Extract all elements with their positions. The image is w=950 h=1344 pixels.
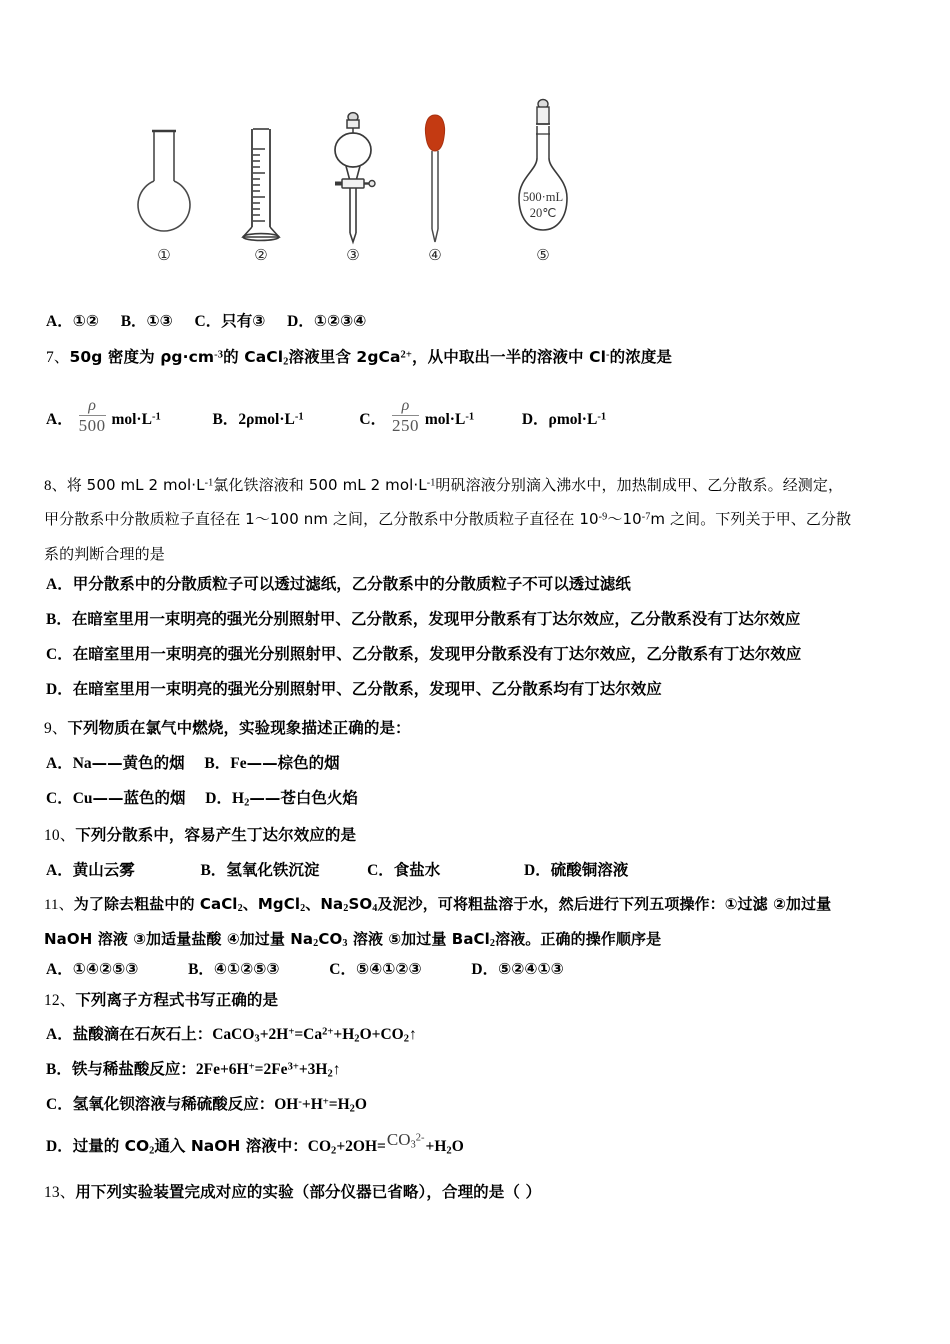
q9-option-d-mark: D． — [205, 790, 232, 807]
q9-options-row2 — [46, 786, 358, 808]
q8-stem-line3: 系的判断合理的是 — [44, 545, 165, 563]
q12-option-d-eqsub1: 2 — [331, 1145, 337, 1157]
q12-option-d-mark: D． — [46, 1137, 73, 1155]
q8-option-b-mark: B． — [46, 611, 72, 628]
q12-option-c-eq3: =H — [328, 1096, 350, 1113]
q7-option-d-text[interactable]: ρmol·L — [548, 411, 598, 429]
q11-option-c-text[interactable]: ⑤④①②③ — [356, 960, 422, 978]
q11-line1-sub1: 2 — [237, 903, 243, 915]
q11-line1-sub2: 2 — [300, 903, 306, 915]
q12-option-d-carbonate-formula — [387, 1130, 425, 1150]
graduated-cylinder-icon — [235, 123, 287, 251]
q12-option-d-label1: 过量的 CO — [72, 1136, 150, 1155]
apparatus-rubber-bulb-dropper — [410, 111, 460, 263]
q8-option-a-text: 甲分散系中的分散质粒子可以透过滤纸，乙分散系中的分散质粒子不可以透过滤纸 — [72, 575, 631, 593]
volumetric-flask-icon — [503, 98, 583, 250]
q11-line1-part5: 及泥沙，可将粗盐溶于水，然后进行下列五项操作：①过滤 ②加过量 — [377, 895, 832, 913]
q12-option-d-eq4: +H — [425, 1137, 447, 1155]
q9-option-a-mark: A． — [46, 755, 73, 772]
q12-option-a-sup2: 2+ — [322, 1026, 334, 1038]
separatory-funnel-icon — [322, 111, 384, 251]
q11-line2-part2: CO — [318, 930, 343, 948]
q9-option-c-mark: C． — [46, 790, 73, 807]
q12-option-c-label: 氢氧化钡溶液与稀硫酸反应： — [72, 1095, 275, 1113]
q7-option-a-denominator: 500 — [78, 416, 106, 435]
q12-option-a-eq5: O+CO — [359, 1026, 404, 1043]
round-bottom-flask-icon — [132, 123, 196, 251]
q8-option-d[interactable] — [46, 677, 662, 699]
q6-option-c-mark: C． — [194, 313, 222, 330]
q12-option-d-eq2: +2OH — [336, 1137, 378, 1155]
q8-line2-part1: 甲分散系中分散质粒子直径在 1～100 nm 之间，乙分散系中分散质粒子直径在 10 — [44, 510, 599, 528]
volumetric-flask-temp-text: 20℃ — [529, 206, 557, 220]
q7-option-b-text[interactable]: 2ρmol·L — [238, 411, 295, 429]
q10-option-d-text[interactable]: 硫酸铜溶液 — [550, 861, 629, 879]
q7-option-c-unit-sup: -1 — [465, 411, 475, 423]
q8-option-c[interactable] — [46, 642, 801, 664]
q7-stem-sup3: - — [606, 349, 610, 361]
q7-stem-part3: 溶液里含 2gCa — [288, 348, 401, 366]
q8-number: 8、 — [44, 478, 67, 494]
apparatus-label-2: ② — [254, 246, 268, 264]
q9-option-b-text[interactable]: ——棕色的烟 — [246, 754, 340, 772]
q7-option-d-mark: D． — [521, 411, 549, 429]
q12-option-d[interactable] — [46, 1130, 464, 1156]
q12-option-c-mark: C． — [46, 1096, 73, 1113]
apparatus-label-1: ① — [157, 246, 171, 264]
q12-option-c-sup1: - — [298, 1096, 302, 1108]
q12-option-b-label: 铁与稀盐酸反应： — [71, 1060, 196, 1078]
q8-option-c-mark: C． — [46, 646, 73, 663]
q8-line2-part2: ～10 — [607, 510, 642, 528]
q8-option-a[interactable] — [46, 572, 631, 594]
q6-option-a-text[interactable]: ①② — [72, 312, 99, 330]
q7-stem-sup2: 2+ — [400, 349, 413, 361]
q9-option-c-symbol: Cu — [72, 790, 93, 807]
q10-option-a-text[interactable]: 黄山云雾 — [72, 861, 135, 879]
q6-option-b-mark: B． — [120, 313, 147, 330]
q11-options-row — [46, 957, 564, 979]
q6-option-c-text[interactable]: 只有③ — [221, 312, 266, 330]
q13-stem — [44, 1180, 541, 1202]
q7-option-a-mark: A． — [46, 411, 73, 429]
q11-line2-sub2: 3 — [342, 938, 348, 950]
q12-option-b-sup2: 3+ — [287, 1061, 299, 1073]
volumetric-flask-volume-text: 500·mL — [522, 190, 564, 204]
q12-option-c-sup2: + — [322, 1096, 329, 1108]
q12-option-d-eq3: = — [377, 1137, 386, 1155]
q7-stem — [46, 345, 672, 367]
apparatus-separatory-funnel — [322, 111, 384, 263]
q11-option-a-text[interactable]: ①④②⑤③ — [72, 960, 139, 978]
q8-line1-part2: 氯化铁溶液和 500 mL 2 mol·L — [213, 476, 427, 494]
q10-option-c-mark: C． — [367, 862, 394, 879]
q12-option-b[interactable] — [46, 1057, 341, 1079]
q6-option-a-mark: A． — [46, 313, 73, 330]
q8-option-b-text: 在暗室里用一束明亮的强光分别照射甲、乙分散系，发现甲分散系有丁达尔效应，乙分散系没有丁达尔效应 — [71, 610, 801, 628]
q9-option-b-mark: B． — [204, 755, 231, 772]
q12-option-a-mark: A． — [46, 1026, 73, 1043]
q7-stem-sub1: 2 — [283, 356, 289, 368]
q12-option-a-label: 盐酸滴在石灰石上： — [72, 1025, 213, 1043]
q7-stem-part2: 的 CaCl — [223, 348, 284, 366]
q8-line2-sup1: -9 — [598, 511, 608, 523]
q9-number: 9、 — [44, 720, 68, 737]
q8-option-d-text: 在暗室里用一束明亮的强光分别照射甲、乙分散系，发现甲、乙分散系均有丁达尔效应 — [72, 680, 662, 698]
q12-option-b-eq4: ↑ — [332, 1061, 341, 1078]
q8-stem-line1 — [44, 474, 843, 495]
q11-line1-part1: 为了除去粗盐中的 CaCl — [73, 895, 238, 913]
q11-option-d-text[interactable]: ⑤②④①③ — [498, 960, 564, 978]
q7-option-d-sup: -1 — [597, 411, 607, 423]
dropper-icon — [410, 111, 460, 251]
q9-option-c-text[interactable]: ——蓝色的烟 — [92, 789, 186, 807]
q7-option-c-denominator: 250 — [391, 416, 419, 435]
q12-option-a-eq2: +2H — [259, 1026, 289, 1043]
q12-option-a-sub2: 2 — [354, 1033, 360, 1045]
q8-stem-line2 — [44, 508, 851, 529]
q6-option-d-text[interactable]: ①②③④ — [313, 312, 367, 330]
q9-options-row1 — [46, 751, 340, 773]
q11-line2-part1: NaOH 溶液 ③加适量盐酸 ④加过量 Na — [44, 930, 314, 948]
q7-number: 7、 — [46, 349, 70, 366]
q8-line1-sup2: -1 — [426, 477, 436, 489]
q7-option-a-unit-sup: -1 — [151, 411, 161, 423]
q12-stem-text: 下列离子方程式书写正确的是 — [75, 991, 279, 1009]
q7-option-c-mark: C． — [359, 411, 387, 429]
q12-number: 12、 — [44, 992, 76, 1009]
q11-line1-part4: SO — [348, 895, 373, 913]
q13-stem-text: 用下列实验装置完成对应的实验（部分仪器已省略），合理的是（ ） — [75, 1183, 542, 1201]
q10-stem-text: 下列分散系中，容易产生丁达尔效应的是 — [75, 826, 357, 844]
q8-option-b[interactable] — [46, 607, 800, 629]
q12-option-d-sub1: 2 — [149, 1145, 155, 1157]
q12-option-c[interactable] — [46, 1092, 367, 1114]
q8-line1-sup1: -1 — [204, 477, 214, 489]
q12-option-b-eq2: =2Fe — [254, 1061, 288, 1078]
apparatus-label-4: ④ — [428, 246, 442, 264]
q10-number: 10、 — [44, 827, 76, 844]
q12-option-d-carbonate-sup: 2- — [415, 1132, 425, 1144]
apparatus-figure — [60, 108, 580, 293]
apparatus-volumetric-flask — [503, 98, 583, 263]
q8-option-d-mark: D． — [46, 681, 73, 698]
q11-line1-part3: 、Na — [305, 895, 344, 913]
q12-option-c-eq4: O — [354, 1096, 367, 1113]
q13-number: 13、 — [44, 1184, 76, 1201]
q9-option-a-symbol: Na — [72, 755, 92, 772]
q11-line2-part4: 溶液。正确的操作顺序是 — [495, 930, 662, 948]
apparatus-label-5: ⑤ — [536, 246, 550, 264]
q8-line2-part3: m 之间。下列关于甲、乙分散 — [650, 510, 852, 528]
q11-option-a-mark: A． — [46, 961, 73, 978]
q10-option-d-mark: D． — [524, 862, 551, 879]
q9-stem-text: 下列物质在氯气中燃烧，实验现象描述正确的是： — [67, 719, 411, 737]
q10-option-c-text[interactable]: 食盐水 — [393, 861, 441, 879]
q7-options-row — [46, 398, 606, 436]
q11-option-d-mark: D． — [471, 961, 499, 978]
q12-option-c-eq1: OH — [274, 1096, 299, 1113]
q10-stem — [44, 823, 356, 845]
q7-stem-part4: ，从中取出一半的溶液中 Cl — [412, 348, 607, 366]
q7-option-a-unit: mol·L — [111, 411, 152, 429]
q12-option-d-eq1: CO — [307, 1137, 332, 1155]
q10-option-a-mark: A． — [46, 862, 73, 879]
q11-option-c-mark: C． — [329, 961, 356, 978]
q7-option-c-unit: mol·L — [424, 411, 466, 429]
q7-stem-sup1: -3 — [214, 349, 224, 361]
q11-option-b-mark: B． — [188, 961, 214, 978]
q8-option-a-mark: A． — [46, 576, 73, 593]
q12-option-a[interactable] — [46, 1022, 417, 1044]
q11-line1-part2: 、MgCl — [242, 895, 301, 913]
q9-option-a-text[interactable]: ——黄色的烟 — [91, 754, 185, 772]
q8-line1-part3: 明矾溶液分别滴入沸水中，加热制成甲、乙分散系。经测定， — [435, 476, 844, 494]
q10-option-b-text[interactable]: 氢氧化铁沉淀 — [226, 861, 320, 879]
q10-option-b-mark: B． — [200, 862, 227, 879]
q9-option-b-symbol: Fe — [230, 755, 247, 772]
q12-option-b-sup1: + — [248, 1061, 255, 1073]
q11-number: 11、 — [44, 897, 74, 913]
q11-option-b-text[interactable]: ④①②⑤③ — [213, 960, 280, 978]
apparatus-round-bottom-flask — [132, 123, 196, 263]
q9-stem — [44, 716, 411, 738]
q11-line1-sub4: 4 — [372, 903, 378, 915]
q12-option-d-carbonate-base: CO — [386, 1130, 411, 1149]
apparatus-label-3: ③ — [346, 246, 360, 264]
q12-option-b-eq1: 2Fe+6H — [195, 1061, 249, 1078]
q12-option-a-sub1: 3 — [254, 1033, 260, 1045]
q6-option-b-text[interactable]: ①③ — [146, 312, 173, 330]
q12-option-d-eq5: O — [451, 1137, 464, 1155]
q12-option-a-eq6: ↑ — [408, 1026, 417, 1043]
q11-line1-sub3: 2 — [343, 903, 349, 915]
q12-option-a-sub3: 2 — [403, 1033, 409, 1045]
q12-option-a-eq3: =Ca — [294, 1026, 323, 1043]
q12-option-a-sup1: + — [288, 1026, 295, 1038]
q8-line1-part1: 将 500 mL 2 mol·L — [66, 476, 205, 494]
q12-option-d-carbonate-sub: 3 — [410, 1139, 416, 1151]
q12-option-b-mark: B． — [46, 1061, 72, 1078]
q11-line2-sub3: 2 — [489, 938, 496, 950]
apparatus-graduated-cylinder — [235, 123, 287, 263]
q12-option-c-sub1: 2 — [349, 1103, 355, 1115]
q9-option-d-sub: 2 — [244, 797, 250, 809]
q7-stem-part1: 50g 密度为 ρg·cm — [69, 348, 215, 366]
q8-option-c-text: 在暗室里用一束明亮的强光分别照射甲、乙分散系，发现甲分散系没有丁达尔效应，乙分散系有丁达尔效应 — [72, 645, 802, 663]
q7-stem-part5: 的浓度是 — [609, 348, 673, 366]
q7-option-a-fraction[interactable] — [79, 398, 106, 436]
q7-option-b-sup: -1 — [294, 411, 304, 423]
q11-line2-sub1: 2 — [313, 938, 319, 950]
q7-option-c-fraction[interactable] — [392, 398, 419, 436]
q12-option-b-sub1: 2 — [327, 1068, 333, 1080]
q12-stem — [44, 988, 278, 1010]
q7-option-c-numerator: ρ — [392, 398, 419, 416]
q9-option-d-text[interactable]: ——苍白色火焰 — [249, 789, 358, 807]
q11-stem-line2 — [44, 928, 661, 949]
q12-option-a-eq1: CaCO — [212, 1026, 255, 1043]
q12-option-c-eq2: +H — [301, 1096, 323, 1113]
q12-option-d-eqsub2: 2 — [446, 1145, 452, 1157]
q6-options-row — [46, 309, 366, 331]
q11-stem-line1 — [44, 893, 831, 914]
q11-line2-part3: 溶液 ⑤加过量 BaCl — [347, 930, 490, 948]
q7-option-b-mark: B． — [212, 411, 239, 429]
q6-option-d-mark: D． — [287, 313, 314, 330]
q7-option-a-numerator: ρ — [79, 398, 106, 416]
q12-option-b-eq3: +3H — [298, 1061, 328, 1078]
q8-line2-sup2: -7 — [641, 511, 651, 523]
q12-option-d-label2: 通入 NaOH 溶液中： — [154, 1136, 308, 1155]
q9-option-d-symbol: H — [232, 790, 245, 807]
q10-options-row — [46, 858, 628, 880]
q12-option-a-eq4: +H — [333, 1026, 355, 1043]
